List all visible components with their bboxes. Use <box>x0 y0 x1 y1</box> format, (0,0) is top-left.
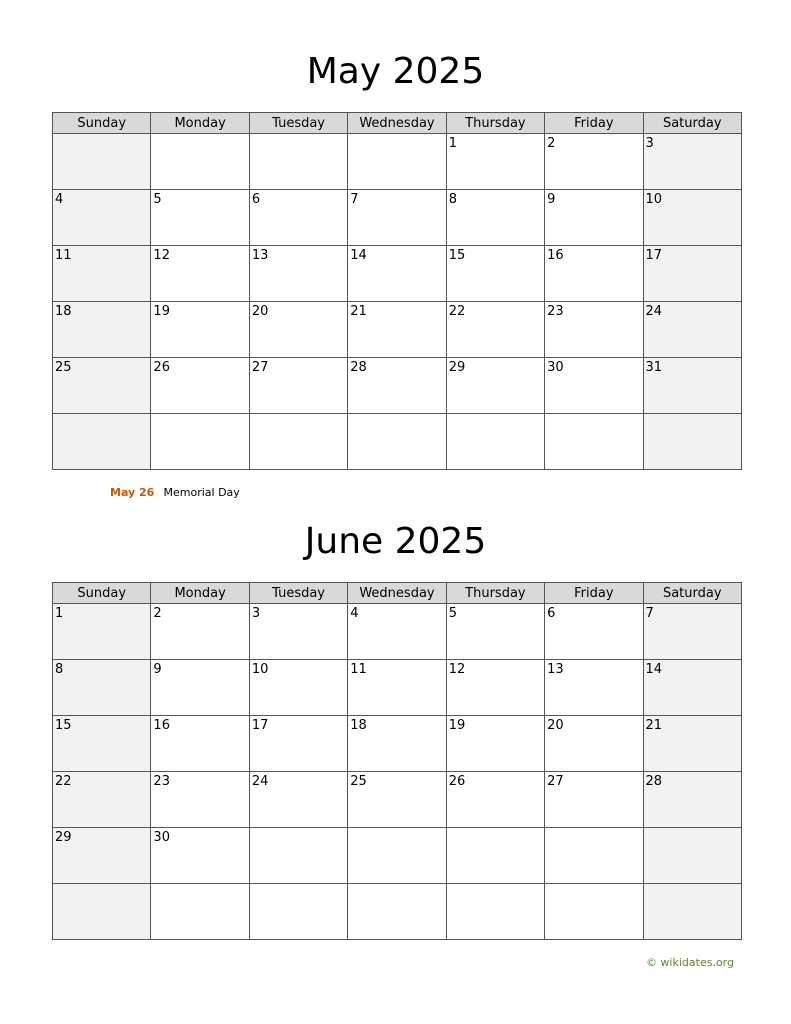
day-cell <box>348 660 446 716</box>
day-number: 12 <box>448 662 466 677</box>
week-row <box>53 604 742 660</box>
weekday-header-sunday: Sunday <box>53 583 151 604</box>
day-number: 24 <box>645 304 663 319</box>
week-row <box>53 246 742 302</box>
day-number: 28 <box>350 360 367 375</box>
day-cell <box>643 884 741 940</box>
day-cell <box>643 660 741 716</box>
day-cell <box>249 134 347 190</box>
day-number: 24 <box>251 774 269 789</box>
week-row <box>53 190 742 246</box>
day-cell <box>446 190 544 246</box>
day-cell <box>151 414 249 470</box>
weekday-header-wednesday: Wednesday <box>348 113 446 134</box>
day-number: 6 <box>251 192 261 207</box>
day-cell <box>348 884 446 940</box>
day-cell <box>643 358 741 414</box>
day-cell <box>151 884 249 940</box>
day-number <box>644 414 741 417</box>
weekday-header-saturday: Saturday <box>643 583 741 604</box>
day-cell <box>643 772 741 828</box>
day-number: 5 <box>153 192 162 207</box>
day-cell <box>53 772 151 828</box>
day-number: 20 <box>251 304 269 319</box>
day-number: 28 <box>645 774 663 789</box>
weekday-header-saturday: Saturday <box>643 113 741 134</box>
day-number: 19 <box>153 304 170 319</box>
day-number: 16 <box>547 248 564 263</box>
day-cell <box>151 358 249 414</box>
day-number: 14 <box>350 248 367 263</box>
day-number <box>545 414 642 417</box>
day-number <box>53 414 150 417</box>
weekday-header-monday: Monday <box>151 583 249 604</box>
day-number: 27 <box>251 360 269 375</box>
day-cell <box>348 772 446 828</box>
day-cell <box>446 134 544 190</box>
weekday-header-sunday: Sunday <box>53 113 151 134</box>
day-number: 10 <box>251 662 269 677</box>
weekday-header-friday: Friday <box>545 113 643 134</box>
day-number: 23 <box>547 304 564 319</box>
day-number: 25 <box>55 360 72 375</box>
week-row <box>53 134 742 190</box>
day-number: 29 <box>448 360 466 375</box>
day-number <box>348 134 445 137</box>
day-number: 19 <box>448 718 466 733</box>
day-number <box>545 884 642 887</box>
day-number: 5 <box>448 606 457 621</box>
day-number: 2 <box>547 136 556 151</box>
day-cell <box>446 660 544 716</box>
may-calendar-grid <box>52 112 742 470</box>
day-cell <box>545 414 643 470</box>
day-cell <box>545 134 643 190</box>
day-number <box>348 828 445 831</box>
day-number: 3 <box>645 136 654 151</box>
day-cell <box>446 246 544 302</box>
day-cell <box>151 190 249 246</box>
day-cell <box>446 884 544 940</box>
day-cell <box>545 828 643 884</box>
day-cell <box>545 884 643 940</box>
day-number <box>250 884 347 887</box>
june-month-title: June 2025 <box>304 521 487 562</box>
day-number: 23 <box>153 774 170 789</box>
day-number: 16 <box>153 718 170 733</box>
day-cell <box>151 246 249 302</box>
day-cell <box>446 604 544 660</box>
day-number: 4 <box>55 192 64 207</box>
day-number: 25 <box>350 774 367 789</box>
day-cell <box>545 190 643 246</box>
weekday-header-thursday: Thursday <box>446 583 544 604</box>
day-number: 30 <box>547 360 564 375</box>
day-cell <box>53 884 151 940</box>
day-cell <box>53 660 151 716</box>
day-number: 15 <box>448 248 466 263</box>
day-number: 10 <box>645 192 663 207</box>
day-number: 20 <box>547 718 564 733</box>
day-number <box>447 884 544 887</box>
day-cell <box>446 358 544 414</box>
day-cell <box>151 772 249 828</box>
day-cell <box>545 246 643 302</box>
weekday-header-friday: Friday <box>545 583 643 604</box>
day-cell <box>249 884 347 940</box>
day-cell <box>53 246 151 302</box>
day-number: 17 <box>645 248 663 263</box>
day-number: 21 <box>645 718 663 733</box>
day-cell <box>53 828 151 884</box>
day-number: 17 <box>251 718 269 733</box>
holiday-date: May 26 <box>110 486 155 499</box>
day-number: 3 <box>251 606 261 621</box>
day-number: 11 <box>55 248 72 263</box>
day-cell <box>151 828 249 884</box>
week-row <box>53 828 742 884</box>
day-number <box>348 414 445 417</box>
day-cell <box>446 414 544 470</box>
holiday-list <box>110 486 240 500</box>
day-cell <box>643 246 741 302</box>
day-number: 18 <box>350 718 367 733</box>
day-cell <box>348 302 446 358</box>
day-cell <box>151 660 249 716</box>
day-number <box>53 884 150 887</box>
day-number: 1 <box>55 606 64 621</box>
holiday-name: Memorial Day <box>163 486 240 499</box>
day-cell <box>643 414 741 470</box>
day-number: 12 <box>153 248 170 263</box>
week-row <box>53 358 742 414</box>
day-number: 9 <box>153 662 162 677</box>
day-cell <box>643 828 741 884</box>
day-number: 11 <box>350 662 367 677</box>
weekday-header-tuesday: Tuesday <box>249 583 347 604</box>
day-number <box>545 828 642 831</box>
day-number: 22 <box>448 304 466 319</box>
day-cell <box>249 604 347 660</box>
day-cell <box>545 660 643 716</box>
weekday-header-tuesday: Tuesday <box>249 113 347 134</box>
day-cell <box>545 716 643 772</box>
day-cell <box>446 828 544 884</box>
day-cell <box>249 246 347 302</box>
day-number <box>447 414 544 417</box>
day-cell <box>151 134 249 190</box>
day-cell <box>348 716 446 772</box>
day-number: 26 <box>153 360 170 375</box>
week-row <box>53 660 742 716</box>
weekday-header-row <box>53 113 742 134</box>
day-number <box>644 884 741 887</box>
day-number: 1 <box>448 136 457 151</box>
week-row <box>53 772 742 828</box>
day-cell <box>53 190 151 246</box>
day-cell <box>249 716 347 772</box>
day-cell <box>348 190 446 246</box>
day-number: 6 <box>547 606 556 621</box>
may-month-title: May 2025 <box>306 51 485 92</box>
day-cell <box>249 190 347 246</box>
day-cell <box>151 302 249 358</box>
day-cell <box>545 604 643 660</box>
day-cell <box>348 414 446 470</box>
day-number: 13 <box>547 662 564 677</box>
day-cell <box>446 772 544 828</box>
day-number: 15 <box>55 718 72 733</box>
day-cell <box>53 716 151 772</box>
day-cell <box>643 190 741 246</box>
day-number <box>53 134 150 137</box>
day-number <box>151 134 248 137</box>
day-cell <box>643 302 741 358</box>
day-cell <box>249 828 347 884</box>
day-number: 7 <box>645 606 654 621</box>
day-number <box>348 884 445 887</box>
day-cell <box>446 302 544 358</box>
day-number <box>250 414 347 417</box>
day-number: 29 <box>55 830 72 845</box>
day-cell <box>249 772 347 828</box>
weekday-header-row <box>53 583 742 604</box>
day-number: 4 <box>350 606 359 621</box>
day-cell <box>446 716 544 772</box>
day-cell <box>53 358 151 414</box>
day-number: 8 <box>448 192 457 207</box>
day-number <box>250 828 347 831</box>
day-number <box>644 828 741 831</box>
day-number: 14 <box>645 662 663 677</box>
day-number: 7 <box>350 192 359 207</box>
day-cell <box>545 772 643 828</box>
day-cell <box>348 134 446 190</box>
day-cell <box>53 134 151 190</box>
day-number <box>447 828 544 831</box>
day-cell <box>348 246 446 302</box>
june-calendar-grid <box>52 582 742 940</box>
day-number: 13 <box>251 248 269 263</box>
weekday-header-thursday: Thursday <box>446 113 544 134</box>
day-number: 30 <box>153 830 170 845</box>
day-cell <box>53 302 151 358</box>
day-number: 31 <box>645 360 663 375</box>
week-row <box>53 302 742 358</box>
day-cell <box>545 302 643 358</box>
day-number <box>151 884 248 887</box>
day-cell <box>53 414 151 470</box>
week-row <box>53 414 742 470</box>
day-number: 9 <box>547 192 556 207</box>
day-cell <box>53 604 151 660</box>
day-cell <box>249 414 347 470</box>
day-number: 2 <box>153 606 162 621</box>
day-cell <box>151 604 249 660</box>
day-number <box>250 134 347 137</box>
day-cell <box>348 358 446 414</box>
day-number: 21 <box>350 304 367 319</box>
day-cell <box>643 604 741 660</box>
day-cell <box>151 716 249 772</box>
weekday-header-monday: Monday <box>151 113 249 134</box>
site-credit: © wikidates.org <box>645 956 734 969</box>
day-cell <box>348 828 446 884</box>
day-cell <box>545 358 643 414</box>
day-cell <box>348 604 446 660</box>
day-cell <box>643 716 741 772</box>
day-number: 22 <box>55 774 72 789</box>
day-cell <box>249 302 347 358</box>
day-cell <box>249 358 347 414</box>
day-number <box>151 414 248 417</box>
weekday-header-wednesday: Wednesday <box>348 583 446 604</box>
week-row <box>53 716 742 772</box>
day-number: 18 <box>55 304 72 319</box>
week-row <box>53 884 742 940</box>
day-number: 8 <box>55 662 64 677</box>
day-number: 27 <box>547 774 564 789</box>
day-number: 26 <box>448 774 466 789</box>
day-cell <box>249 660 347 716</box>
day-cell <box>643 134 741 190</box>
